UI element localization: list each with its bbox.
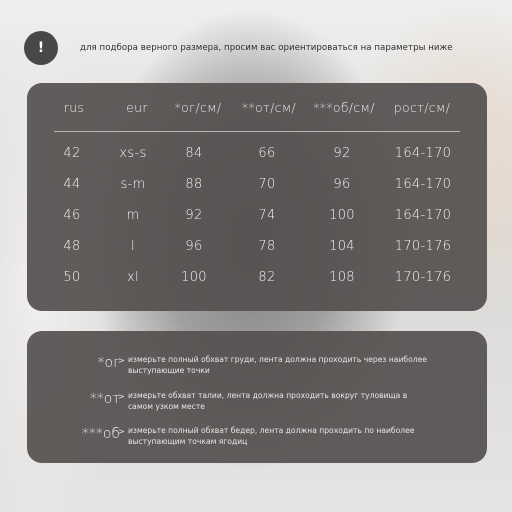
header-waist: **от/см/ xyxy=(241,100,297,115)
cell-waist: 74 xyxy=(258,208,276,223)
cell-waist: 78 xyxy=(258,239,276,254)
header-eur: eur xyxy=(126,100,148,115)
legend-item-chest xyxy=(27,355,487,385)
cell-eur: l xyxy=(131,239,135,254)
cell-waist: 70 xyxy=(258,177,276,192)
cell-chest: 92 xyxy=(185,208,203,223)
cell-eur: xl xyxy=(127,270,139,285)
legend-description: измерьте полный обхват груди, лента должна проходить через наиболее выступающие точки xyxy=(128,355,427,375)
chevron-right-icon: > xyxy=(118,392,125,401)
table-row xyxy=(27,270,487,290)
cell-eur: m xyxy=(126,208,140,223)
cell-rus: 44 xyxy=(63,177,81,192)
cell-height: 170-176 xyxy=(394,239,452,254)
cell-waist: 66 xyxy=(258,146,276,161)
cell-waist: 82 xyxy=(258,270,276,285)
legend-description: измерьте обхват талии, лента должна проходить вокруг туловища в самом узком месте xyxy=(128,391,408,411)
cell-rus: 50 xyxy=(63,270,81,285)
cell-rus: 42 xyxy=(63,146,81,161)
chevron-right-icon: > xyxy=(118,356,125,365)
legend-abbr: ***об xyxy=(81,426,120,442)
legend-description: измерьте полный обхват бедер, лента должна проходить по наиболее выступающим точкам ягодиц xyxy=(128,426,415,446)
cell-height: 170-176 xyxy=(394,270,452,285)
table-header-row xyxy=(27,100,487,120)
cell-chest: 96 xyxy=(185,239,203,254)
cell-chest: 84 xyxy=(185,146,203,161)
cell-hips: 100 xyxy=(329,208,355,223)
exclamation-icon: ! xyxy=(24,31,58,65)
cell-height: 164-170 xyxy=(394,208,452,223)
header-rus: rus xyxy=(63,100,85,115)
table-row xyxy=(27,239,487,259)
cell-rus: 48 xyxy=(63,239,81,254)
header-divider xyxy=(54,131,460,132)
legend-abbr: **от xyxy=(89,391,120,407)
table-row xyxy=(27,146,487,166)
legend-item-waist xyxy=(27,391,487,421)
cell-height: 164-170 xyxy=(394,177,452,192)
table-row xyxy=(27,177,487,197)
table-row xyxy=(27,208,487,228)
notice-text: для подбора верного размера, просим вас ориентироваться на параметры ниже xyxy=(80,43,453,53)
chevron-right-icon: > xyxy=(118,427,125,436)
cell-hips: 92 xyxy=(333,146,351,161)
cell-eur: s-m xyxy=(120,177,146,192)
legend-item-hips xyxy=(27,426,487,456)
size-table-card xyxy=(27,83,487,311)
cell-rus: 46 xyxy=(63,208,81,223)
cell-hips: 108 xyxy=(329,270,355,285)
cell-hips: 104 xyxy=(329,239,355,254)
cell-chest: 100 xyxy=(181,270,207,285)
size-notice xyxy=(24,30,496,66)
header-hips: ***об/см/ xyxy=(313,100,375,115)
measurement-legend-card xyxy=(27,331,487,463)
legend-abbr: *ог xyxy=(97,355,120,371)
cell-eur: xs-s xyxy=(119,146,147,161)
cell-chest: 88 xyxy=(185,177,203,192)
cell-hips: 96 xyxy=(333,177,351,192)
header-height: рост/см/ xyxy=(393,100,451,115)
cell-height: 164-170 xyxy=(394,146,452,161)
header-chest: *ог/см/ xyxy=(174,100,222,115)
